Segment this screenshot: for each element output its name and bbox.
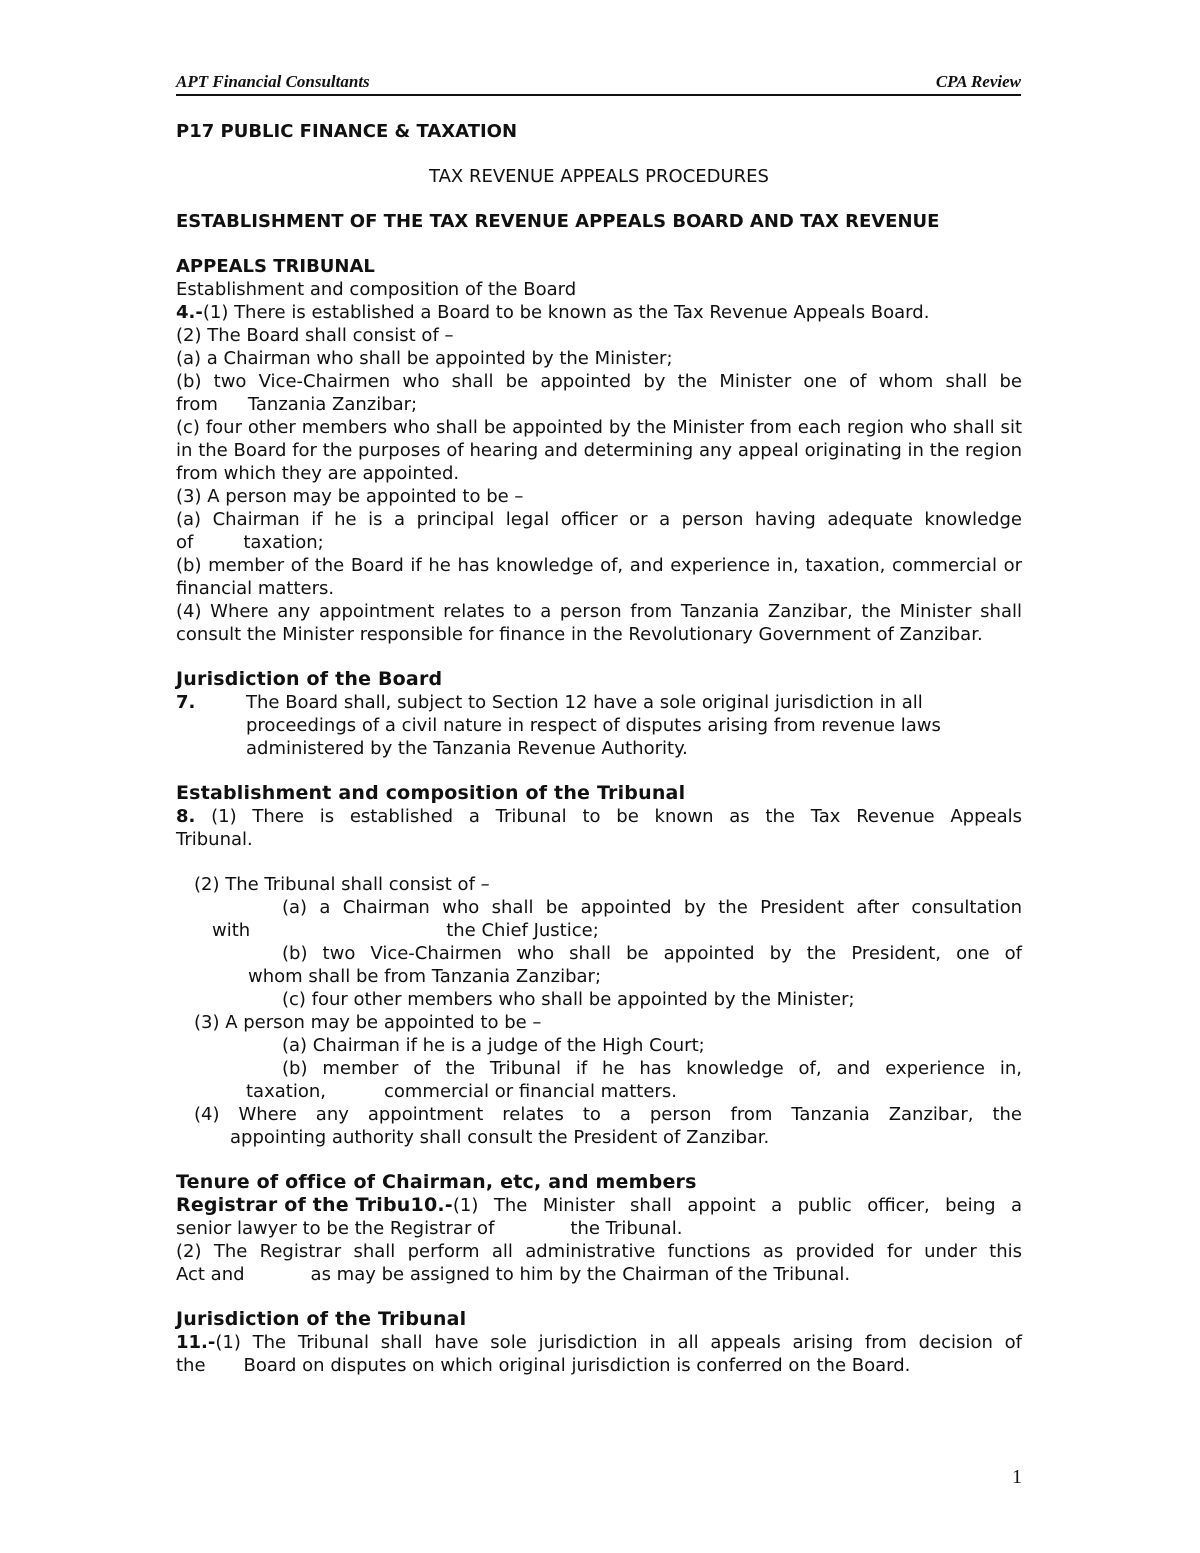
section-10-2-assigned: as may be assigned to him by the Chairman of the Tribunal.	[310, 1264, 851, 1285]
section-10-1-tribunal: the Tribunal.	[570, 1218, 683, 1239]
part-heading-line-1: ESTABLISHMENT OF THE TAX REVENUE APPEALS BOARD AND TAX REVENUE	[176, 211, 940, 232]
section-4-2-b-from: from	[176, 394, 218, 415]
section-4-1	[176, 301, 1022, 324]
section-4-4: (4) Where any appointment relates to a person from Tanzania Zanzibar, the Minister shall consult the Minister responsible for finance in the Revolutionary Government of Zanzibar.	[176, 601, 1022, 645]
tenure-heading: Tenure of office of Chairman, etc, and members	[176, 1171, 697, 1193]
course-title: P17 PUBLIC FINANCE & TAXATION	[176, 121, 518, 142]
section-10-2-act: Act and	[176, 1264, 245, 1285]
section-8-3-b-line-1: (b) member of the Tribunal if he has knowledge of, and experience in,	[282, 1058, 1022, 1079]
section-4-1-text: (1) There is established a Board to be known as the Tax Revenue Appeals Board.	[202, 302, 930, 323]
section-7	[176, 691, 1022, 760]
section-4-2-b-line-2	[176, 393, 1022, 416]
section-4-2-a: (a) a Chairman who shall be appointed by the Minister;	[176, 348, 673, 369]
document-body	[176, 120, 1022, 1377]
board-heading: Establishment and composition of the Board	[176, 279, 577, 300]
section-8-3-a: (a) Chairman if he is a judge of the High Court;	[282, 1035, 705, 1056]
section-4-3-a-line-2	[176, 531, 1022, 554]
jurisdiction-board-heading: Jurisdiction of the Board	[176, 668, 443, 690]
section-8-1-text: (1) There is established a Tribunal to be known as the Tax Revenue Appeals Tribunal.	[176, 806, 1022, 850]
jurisdiction-tribunal-heading: Jurisdiction of the Tribunal	[176, 1308, 467, 1330]
section-4-3-a-of: of	[176, 532, 194, 553]
section-4-2-c: (c) four other members who shall be appointed by the Minister from each region who shall sit in the Board for the purposes of hearing and determining any appeal originating in the region from which they are appointed.	[176, 417, 1022, 484]
section-4-2-b-place: Tanzania Zanzibar;	[247, 394, 418, 415]
section-11-1-line-2	[176, 1354, 1022, 1377]
section-8-3: (3) A person may be appointed to be –	[194, 1012, 542, 1033]
section-4-2: (2) The Board shall consist of –	[176, 325, 454, 346]
document-subtitle: TAX REVENUE APPEALS PROCEDURES	[429, 166, 769, 187]
section-10-1-registrar: senior lawyer to be the Registrar of	[176, 1218, 495, 1239]
section-11-1-the: the	[176, 1355, 206, 1376]
section-8-3-b-taxation: taxation,	[246, 1081, 326, 1102]
section-4-number: 4.-	[176, 302, 203, 323]
section-8-4-line-1: (4) Where any appointment relates to a person from Tanzania Zanzibar, the	[194, 1104, 1022, 1125]
section-8-2-a-line-1: (a) a Chairman who shall be appointed by the President after consultation	[282, 897, 1022, 918]
section-10-1-line-2	[176, 1217, 1022, 1240]
section-10-1-line-1	[176, 1194, 1022, 1217]
section-8-2-c: (c) four other members who shall be appointed by the Minister;	[282, 989, 855, 1010]
section-8-4-line-2: appointing authority shall consult the President of Zanzibar.	[230, 1127, 770, 1148]
section-7-number: 7.	[176, 692, 196, 713]
section-10-2-line-2	[176, 1263, 1022, 1286]
section-11-1-board: Board on disputes on which original jurisdiction is conferred on the Board.	[243, 1355, 911, 1376]
section-8-2-a-chief-justice: the Chief Justice;	[446, 920, 599, 941]
section-10-1-text: (1) The Minister shall appoint a public officer, being a	[452, 1195, 1022, 1216]
section-11-number: 11.-	[176, 1332, 216, 1353]
header-right: CPA Review	[935, 72, 1021, 91]
section-8-2-b-line-1: (b) two Vice-Chairmen who shall be appointed by the President, one of	[282, 943, 1022, 964]
section-11-1-text: (1) The Tribunal shall have sole jurisdiction in all appeals arising from decision of	[215, 1332, 1022, 1353]
section-7-text: The Board shall, subject to Section 12 have a sole original jurisdiction in all proceedings of a civil nature in respect of disputes arising from revenue laws administered by the Tanzania Revenue Authority.	[246, 692, 941, 759]
section-4-3-a-line-1: (a) Chairman if he is a principal legal officer or a person having adequate knowledge	[176, 509, 1022, 530]
section-8-2: (2) The Tribunal shall consist of –	[194, 874, 490, 895]
section-11-1-line-1	[176, 1331, 1022, 1354]
page-number: 1	[1012, 1466, 1022, 1488]
section-10-2-line-1: (2) The Registrar shall perform all administrative functions as provided for under this	[176, 1241, 1022, 1262]
registrar-lead: Registrar of the Tribu10.-	[176, 1194, 453, 1216]
section-8-3-b-line-2	[176, 1080, 1022, 1103]
tribunal-heading: Establishment and composition of the Tribunal	[176, 782, 686, 804]
part-heading-line-2: APPEALS TRIBUNAL	[176, 256, 375, 277]
header-left: APT Financial Consultants	[176, 72, 370, 91]
section-8-1	[176, 805, 1022, 851]
section-8-3-b-matters: commercial or financial matters.	[383, 1081, 677, 1102]
section-4-2-b-line-1: (b) two Vice-Chairmen who shall be appointed by the Minister one of whom shall be	[176, 371, 1022, 392]
section-8-2-a-line-2	[176, 919, 1022, 942]
section-4-3-a-taxation: taxation;	[243, 532, 324, 553]
section-8-2-a-with: with	[212, 920, 251, 941]
section-8-2-b-line-2: whom shall be from Tanzania Zanzibar;	[248, 966, 602, 987]
section-4-3-b: (b) member of the Board if he has knowledge of, and experience in, taxation, commercial or financial matters.	[176, 555, 1022, 599]
section-4-3: (3) A person may be appointed to be –	[176, 486, 524, 507]
page-header	[176, 70, 1021, 96]
section-8-number: 8.	[176, 806, 196, 827]
